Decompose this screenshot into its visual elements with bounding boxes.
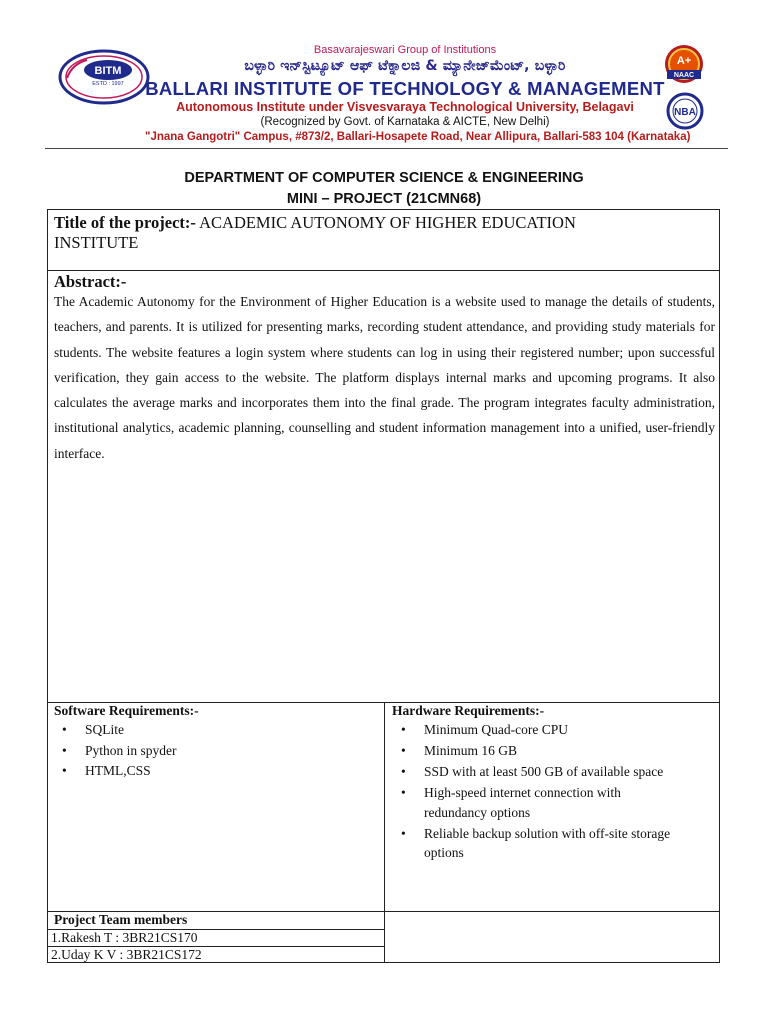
divider-columns	[384, 702, 385, 962]
naac-label: NAAC	[673, 72, 695, 79]
letterhead	[45, 38, 728, 148]
software-label: Software Requirements:-	[54, 703, 199, 718]
naac-badge-icon	[658, 42, 710, 92]
kannada-name: ಬಳ್ಳಾರಿ ಇನ್‌ಸ್ಟಿಟ್ಯೂಟ್ ಆಫ್ ಟೆಕ್ನಾಲಜಿ & ಮ್ಯಾನೇಜ್‌ಮೆಂಟ್, ಬಳ್ಳಾರಿ	[244, 58, 566, 74]
list-item	[394, 720, 684, 740]
list-item	[55, 720, 375, 740]
title-row	[54, 213, 654, 253]
software-list	[55, 720, 375, 782]
team-label: Project Team members	[54, 912, 188, 927]
title-label: Title of the project:-	[54, 213, 196, 232]
team-member: 2.Uday K V : 3BR21CS172	[51, 947, 202, 962]
list-item	[394, 824, 684, 863]
list-item	[55, 761, 375, 781]
list-item	[55, 741, 375, 761]
software-item-label: SQLite	[85, 722, 124, 737]
abstract-text: The Academic Autonomy for the Environment of Higher Education is a website used to manage the details of students, teachers, and parents. It is utilized for presenting marks, recording student attendance, and providing study materials for students. The website features a login system where students can log in using their registered number; upon successful verification, they gain access to the website. The platform displays internal marks and upcoming programs. It also calculates the average marks and incorporates them into the final grade. The program integrates faculty administration, institutional analytics, academic planning, counselling and student information management into a unified, user-friendly interface.	[54, 294, 715, 461]
hardware-item-label: Reliable backup solution with off-site storage options	[424, 825, 671, 860]
autonomous-line: Autonomous Institute under Visvesvaraya Technological University, Belagavi	[176, 100, 634, 114]
bitm-logo	[57, 48, 152, 106]
address-line: "Jnana Gangotri" Campus, #873/2, Ballari-Hosapete Road, Near Allipura, Ballari-583 104 (Karnataka)	[145, 131, 691, 143]
institute-name: BALLARI INSTITUTE OF TECHNOLOGY & MANAGEMENT	[145, 78, 665, 99]
hardware-item-label: High-speed internet connection with redundancy options	[424, 785, 621, 820]
list-item	[394, 741, 684, 761]
nba-badge-icon	[665, 92, 705, 130]
hardware-item-label: SSD with at least 500 GB of available space	[424, 764, 664, 779]
bitm-logo-estd: ESTD : 1997	[92, 81, 124, 87]
list-item	[394, 762, 684, 782]
bullet: •	[62, 722, 67, 737]
software-item-label: Python in spyder	[85, 742, 177, 758]
bullet: •	[401, 722, 406, 737]
bullet: •	[62, 742, 67, 758]
software-item-label: HTML,CSS	[85, 763, 151, 778]
group-name: Basavarajeswari Group of Institutions	[313, 44, 497, 56]
bullet: •	[401, 764, 406, 779]
department-heading: DEPARTMENT OF COMPUTER SCIENCE & ENGINEERING	[184, 170, 584, 186]
hardware-list	[394, 720, 684, 864]
project-form	[47, 209, 720, 963]
hardware-item-label: Minimum Quad-core CPU	[424, 722, 568, 737]
project-heading: MINI – PROJECT (21CMN68)	[286, 191, 482, 207]
title-value: ACADEMIC AUTONOMY OF HIGHER EDUCATION INSTITUTE	[54, 213, 576, 252]
recognition-line: (Recognized by Govt. of Karnataka & AICTE, New Delhi)	[260, 116, 550, 128]
bullet: •	[62, 763, 67, 778]
nba-label: NBA	[674, 107, 696, 118]
team-member: 1.Rakesh T : 3BR21CS170	[51, 930, 198, 945]
bullet: •	[401, 785, 406, 800]
hardware-label: Hardware Requirements:-	[392, 703, 545, 718]
hardware-item-label: Minimum 16 GB	[424, 743, 518, 758]
abstract-label: Abstract:-	[54, 272, 127, 291]
list-item	[394, 783, 684, 822]
naac-grade: A+	[676, 55, 692, 67]
divider-title	[48, 270, 719, 271]
bullet: •	[401, 825, 406, 841]
letterhead-divider	[45, 148, 728, 149]
bitm-logo-text: BITM	[94, 65, 122, 77]
bullet: •	[401, 743, 406, 758]
